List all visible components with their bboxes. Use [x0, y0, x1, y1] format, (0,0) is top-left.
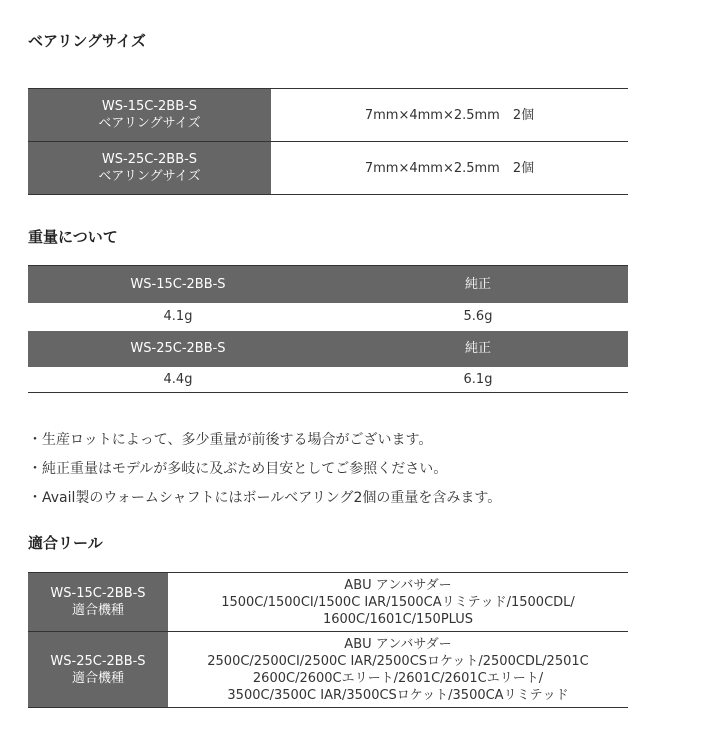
- weight-table: [28, 265, 628, 393]
- genuine-header: 純正: [328, 266, 628, 303]
- model-cell: WS-25C-2BB-S 適合機種: [28, 632, 168, 708]
- bearing-table: [28, 88, 628, 195]
- genuine-weight-cell: 6.1g: [328, 367, 628, 393]
- model-cell: WS-15C-2BB-S ベアリングサイズ: [28, 89, 271, 142]
- section-title-weight: 重量について: [28, 228, 118, 246]
- table-header-row: [28, 266, 628, 303]
- genuine-header: 純正: [464, 341, 491, 356]
- note: ・生産ロットによって、多少重量が前後する場合がございます。: [28, 432, 433, 448]
- section-title-compat: 適合リール: [28, 534, 103, 552]
- model-header: WS-15C-2BB-S: [28, 266, 328, 303]
- genuine-weight-cell: 5.6g: [463, 309, 493, 324]
- table-row: [28, 303, 628, 331]
- note: ・Avail製のウォームシャフトにはボールベアリング2個の重量を含みます。: [28, 490, 502, 506]
- compat-cell: ABU アンバサダー 2500C/2500CI/2500C IAR/2500CSロケット/2500CDL/2501C 2600C/2600Cエリート/2601C/2601Cエリート/ 3500C/3500C IAR/3500CSロケット/3500CAリミテッド: [168, 632, 628, 708]
- note: ・純正重量はモデルが多岐に及ぶため目安としてご参照ください。: [28, 461, 448, 477]
- value-cell: 7mm×4mm×2.5mm 2個: [271, 89, 628, 142]
- table-row: [28, 632, 628, 708]
- table-row: [28, 573, 628, 632]
- value-cell: 7mm×4mm×2.5mm 2個: [271, 142, 628, 195]
- model-header: WS-25C-2BB-S: [130, 341, 226, 356]
- table-row: [28, 89, 628, 142]
- weight-cell: 4.4g: [28, 367, 328, 393]
- model-cell: WS-15C-2BB-S 適合機種: [28, 573, 168, 632]
- compat-cell: ABU アンバサダー 1500C/1500CI/1500C IAR/1500CAリミテッド/1500CDL/ 1600C/1601C/150PLUS: [168, 573, 628, 632]
- table-header-row: [28, 331, 628, 367]
- compat-table: [28, 572, 628, 708]
- table-row: [28, 367, 628, 393]
- section-title-bearing: ベアリングサイズ: [28, 32, 146, 50]
- weight-cell: 4.1g: [163, 309, 193, 324]
- table-row: [28, 142, 628, 195]
- model-cell: WS-25C-2BB-S ベアリングサイズ: [28, 142, 271, 195]
